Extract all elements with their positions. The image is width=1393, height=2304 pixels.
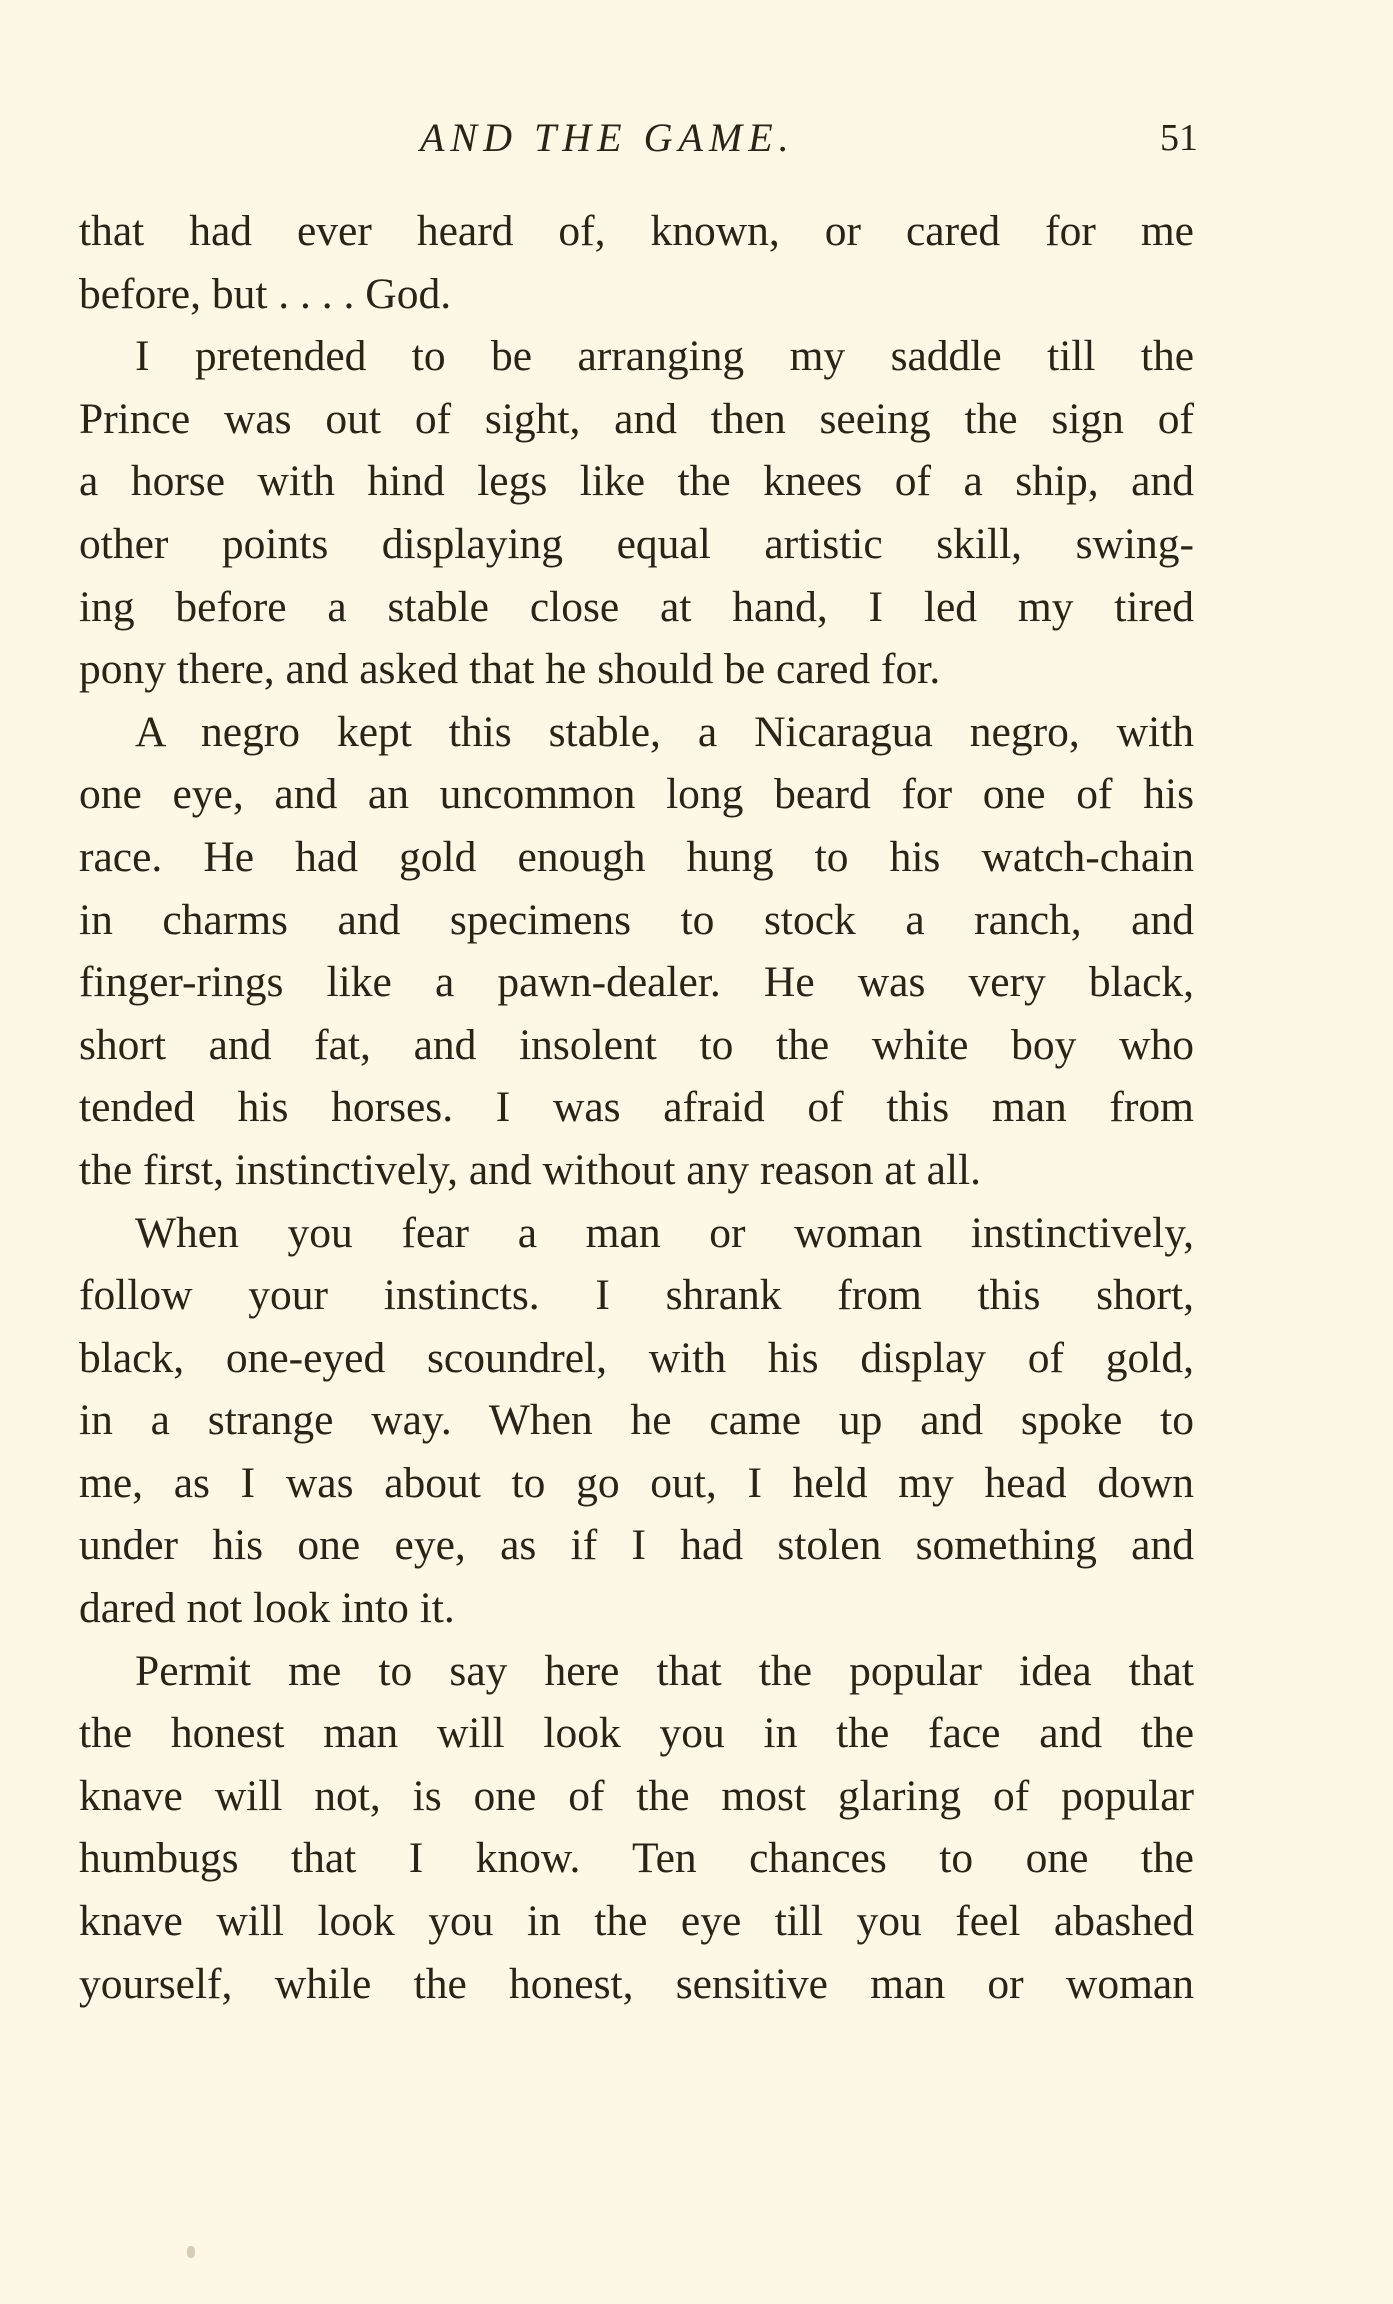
text-line: Prince was out of sight, and then seeing the sign of [79, 394, 1194, 443]
text-line: a horse with hind legs like the knees of a ship, and [79, 457, 1194, 506]
text-line: dared not look into it. [79, 1584, 455, 1633]
text-line: under his one eye, as if I had stolen something and [79, 1521, 1194, 1570]
running-head [0, 108, 1393, 168]
text-line: tended his horses. I was afraid of this man from [79, 1083, 1194, 1132]
text-line: black, one-eyed scoundrel, with his display of gold, [79, 1333, 1194, 1382]
text-line: in charms and specimens to stock a ranch, and [79, 895, 1194, 944]
text-line: other points displaying equal artistic skill, swing- [79, 519, 1194, 568]
text-line: humbugs that I know. Ten chances to one the [79, 1834, 1194, 1883]
text-line: follow your instincts. I shrank from this short, [79, 1271, 1194, 1320]
text-line: finger-rings like a pawn-dealer. He was very black, [79, 958, 1194, 1007]
ink-speck [187, 2246, 195, 2258]
text-line: knave will not, is one of the most glaring of popular [79, 1771, 1194, 1820]
text-line: knave will look you in the eye till you feel abashed [79, 1897, 1194, 1946]
text-line: in a strange way. When he came up and spoke to [79, 1396, 1194, 1445]
text-line: me, as I was about to go out, I held my head down [79, 1458, 1194, 1507]
text-line: When you fear a man or woman instinctively, [135, 1208, 1194, 1257]
text-line: ing before a stable close at hand, I led my tired [79, 582, 1194, 631]
text-line: yourself, while the honest, sensitive man or woman [79, 1959, 1194, 2008]
text-line: A negro kept this stable, a Nicaragua negro, with [135, 707, 1194, 756]
text-line: one eye, and an uncommon long beard for one of his [79, 770, 1194, 819]
page-number: 51 [1160, 117, 1198, 159]
text-line: before, but . . . . God. [79, 269, 452, 318]
text-line: pony there, and asked that he should be cared for. [79, 645, 941, 694]
text-line: race. He had gold enough hung to his watch-chain [79, 832, 1194, 881]
text-line: Permit me to say here that the popular idea that [135, 1646, 1194, 1695]
text-line: that had ever heard of, known, or cared for me [79, 207, 1194, 255]
body-text [79, 200, 1194, 2015]
text-line: the first, instinctively, and without any reason at all. [79, 1145, 982, 1194]
text-line: short and fat, and insolent to the white boy who [79, 1020, 1194, 1069]
text-line: I pretended to be arranging my saddle till the [135, 332, 1194, 381]
text-line: the honest man will look you in the face and the [79, 1709, 1194, 1758]
running-title: AND THE GAME. [420, 115, 795, 160]
